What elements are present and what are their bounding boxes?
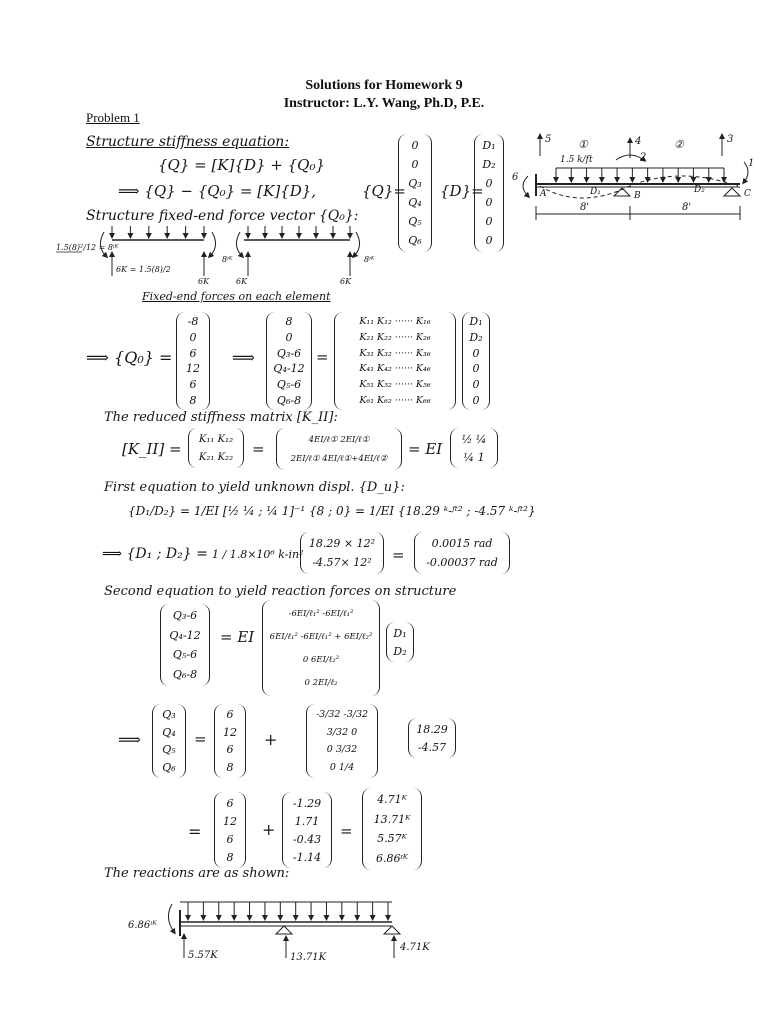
- react-q-entry: Q₅: [162, 743, 176, 757]
- result-entry: 6.86ᶦᴷ: [376, 851, 408, 865]
- fe-label-4: 8ᶦᴷ: [364, 255, 375, 264]
- second-eq-heading: Second equation to yield reaction forces on structure: [104, 584, 457, 599]
- corr-entry: -0.43: [292, 832, 322, 846]
- fixed-end-each-heading: Fixed-end forces on each element: [142, 290, 331, 303]
- du-numeric-fraction: 1 / 1.8×10⁶ k-in²: [212, 548, 304, 561]
- kii-label: [K_II] =: [122, 440, 182, 458]
- k-row-entry: K₅₁ K₅₂ ······ K₅₆: [359, 378, 431, 390]
- react-d-entry: D₁: [393, 626, 407, 640]
- du-num-entry: -4.57× 12²: [312, 556, 372, 569]
- k-row-entry: K₆₁ K₆₂ ······ K₆₆: [359, 394, 431, 406]
- beam-load-label: 1.5 k/ft: [560, 155, 593, 165]
- stiffness-eq-heading: Structure stiffness equation:: [86, 134, 290, 150]
- d-entry: 0: [485, 177, 493, 190]
- du-expression: {D₁/D₂} = 1/EI [½ ¼ ; ¼ 1]⁻¹ {8 ; 0} = 1/EI {18.29 ᵏ-ᶠᵗ² ; -4.57 ᵏ-ᶠᵗ²}: [128, 504, 536, 518]
- corr-entry: 1.71: [294, 814, 320, 828]
- q0-entry: 12: [186, 362, 200, 376]
- fem2-entry: 8: [226, 850, 234, 864]
- fe-label-5: 6K: [198, 277, 210, 286]
- num-mat-row-entry: 3/32 0: [326, 726, 358, 738]
- react-mat-row-entry: -6EI/ℓ₁² -6EI/ℓ₁²: [288, 609, 354, 619]
- q-entry: Q₄: [408, 196, 422, 209]
- fe-label-2: 6K: [236, 277, 248, 286]
- disp-d1-label: D₁: [590, 187, 601, 197]
- fem2-entry: 6: [226, 796, 234, 810]
- fem-entry: 6: [226, 708, 234, 722]
- support-c-label: C: [744, 189, 751, 199]
- stiffness-eq-2: ⟹ {Q} − {Q₀} = [K]{D},: [118, 182, 317, 200]
- page-title: Solutions for Homework 9: [305, 78, 463, 93]
- q-minus-q0-entry: 0: [285, 330, 293, 344]
- kii-generic-row-entry: K₂₁ K₂₂: [198, 451, 234, 463]
- arrow-2: ⟹: [118, 730, 141, 749]
- fem-entry: 12: [223, 725, 237, 739]
- dof-1-label: 1: [748, 158, 755, 169]
- du-res-entry: 0.0015 rad: [431, 537, 493, 550]
- react-ei: = EI: [220, 628, 255, 646]
- kii-ei: = EI: [408, 440, 443, 458]
- equals-4: =: [194, 730, 207, 748]
- fe-label-3: 6K: [340, 277, 352, 286]
- d-col-entry: D₁: [469, 315, 483, 329]
- fem-entry: 6: [226, 743, 234, 757]
- react-q-entry: Q₆: [162, 760, 176, 774]
- q-minus-q0-entry: 8: [285, 315, 293, 329]
- q-minus-q0-entry: Q₃-6: [276, 346, 302, 360]
- result-entry: 4.71ᴷ: [377, 793, 407, 807]
- instructor-line: Instructor: L.Y. Wang, Ph.D, P.E.: [283, 96, 485, 111]
- kii-sym-row-entry: 2EI/ℓ① 4EI/ℓ①+4EI/ℓ②: [290, 454, 388, 464]
- fe-label-1: 8ᶦᴷ: [222, 255, 233, 264]
- q-entry: 0: [411, 139, 419, 152]
- react-q-entry: Q₄: [162, 725, 176, 739]
- q-minus-q0-entry: Q₄-12: [273, 362, 305, 376]
- num-mat-row-entry: 0 1/4: [329, 761, 355, 773]
- dof-2-label: 2: [640, 152, 647, 163]
- q-entry: Q₅: [408, 215, 422, 228]
- du-num-entry: 18.29 × 12²: [308, 537, 376, 550]
- result-entry: 5.57ᴷ: [377, 832, 407, 846]
- k-row-entry: K₃₁ K₃₂ ······ K₃₆: [359, 347, 431, 359]
- q-entry: Q₃: [408, 177, 422, 190]
- k-row-entry: K₄₁ K₄₂ ······ K₄₆: [359, 363, 431, 375]
- plus-2: +: [262, 820, 276, 839]
- k-row-entry: K₂₁ K₂₂ ······ K₂₆: [359, 331, 431, 343]
- stiffness-eq: {Q} = [K]{D} + {Q₀}: [158, 156, 326, 174]
- num-disp-entry: -4.57: [417, 740, 447, 754]
- equals-2: =: [252, 440, 265, 458]
- react-mat-row-entry: 0 2EI/ℓ₂: [304, 678, 338, 688]
- d-col-entry: 0: [472, 377, 480, 391]
- d-col-entry: 0: [472, 346, 480, 360]
- disp-d2-label: D₂: [694, 185, 705, 195]
- element-1-label: ①: [578, 138, 588, 151]
- d-col-entry: D₂: [469, 330, 483, 344]
- d-entry: 0: [485, 196, 493, 209]
- react-lhs-entry: Q₅-6: [172, 648, 198, 662]
- equals-5: =: [188, 822, 202, 841]
- reaction-r1-label: 5.57K: [188, 950, 218, 961]
- fe-shear-calc: 6K = 1.5(8)/2: [116, 265, 171, 274]
- equals-6: =: [340, 822, 353, 840]
- fem-entry: 8: [226, 760, 234, 774]
- equals-3: =: [392, 546, 405, 564]
- fem2-entry: 6: [226, 832, 234, 846]
- dof-6-label: 6: [512, 172, 519, 183]
- equals-1: =: [316, 348, 329, 366]
- react-d-entry: D₂: [393, 644, 407, 658]
- d-col-entry: 0: [472, 393, 480, 407]
- du-res-entry: -0.00037 rad: [426, 556, 498, 569]
- dof-5-label: 5: [545, 134, 552, 145]
- q-entry: 0: [411, 158, 419, 171]
- q-minus-q0-entry: Q₅-6: [276, 377, 302, 391]
- d-entry: 0: [485, 234, 493, 247]
- arrow-1: ⟹: [232, 348, 255, 367]
- react-lhs-entry: Q₃-6: [172, 609, 198, 623]
- num-mat-row-entry: 0 3/32: [326, 744, 358, 756]
- q0-entry: 6: [189, 346, 197, 360]
- num-disp-entry: 18.29: [416, 722, 448, 736]
- support-b-label: B: [634, 191, 641, 201]
- kii-final-row-entry: ¼ 1: [463, 450, 485, 464]
- span-1-label: 8': [580, 202, 590, 213]
- fixed-end-heading: Structure fixed-end force vector {Q₀}:: [86, 208, 359, 224]
- span-2-label: 8': [682, 202, 692, 213]
- d-col-entry: 0: [472, 362, 480, 376]
- beam-sketch: [512, 134, 754, 220]
- react-q-entry: Q₃: [162, 708, 176, 722]
- first-eq-heading: First equation to yield unknown displ. {D_u}:: [104, 480, 405, 495]
- reduced-heading: The reduced stiffness matrix [K_II]:: [104, 410, 338, 425]
- q-vector-label: {Q}=: [362, 182, 406, 200]
- reactions-heading: The reactions are as shown:: [104, 866, 290, 881]
- d-entry: 0: [485, 215, 493, 228]
- dof-3-label: 3: [727, 134, 734, 145]
- support-a-label: A: [540, 189, 547, 199]
- plus-1: +: [264, 730, 278, 749]
- q0-label: ⟹ {Q₀} =: [86, 348, 173, 367]
- d-entry: D₂: [482, 158, 496, 171]
- d-vector-label: {D}=: [440, 182, 484, 200]
- react-lhs-entry: Q₄-12: [169, 628, 201, 642]
- d-entry: D₁: [482, 139, 496, 152]
- k-row-entry: K₁₁ K₁₂ ······ K₁₆: [359, 316, 431, 328]
- reaction-r3-label: 4.71K: [400, 942, 430, 953]
- react-mat-row-entry: 0 6EI/ℓ₂²: [302, 655, 340, 665]
- react-mat-row-entry: 6EI/ℓ₁² -6EI/ℓ₁² + 6EI/ℓ₂²: [269, 632, 373, 642]
- react-lhs-entry: Q₆-8: [172, 667, 198, 681]
- q-minus-q0-entry: Q₆-8: [276, 393, 302, 407]
- q0-entry: -8: [187, 315, 199, 329]
- q-entry: Q₆: [408, 234, 422, 247]
- q0-entry: 0: [189, 330, 197, 344]
- element-2-label: ②: [674, 138, 684, 151]
- problem-label: Problem 1: [86, 110, 140, 125]
- fem2-entry: 12: [223, 814, 237, 828]
- reaction-moment-label: 6.86ᶦᴷ: [128, 920, 157, 931]
- kii-generic-row-entry: K₁₁ K₁₂: [198, 433, 234, 445]
- kii-sym-row-entry: 4EI/ℓ① 2EI/ℓ①: [308, 435, 370, 445]
- result-entry: 13.71ᴷ: [373, 812, 411, 826]
- fe-moment-calc: 1.5(8)²/12 = 8ᶦᴷ: [56, 243, 119, 252]
- q0-entry: 8: [189, 393, 197, 407]
- q0-entry: 6: [189, 377, 197, 391]
- corr-entry: -1.29: [292, 796, 322, 810]
- corr-entry: -1.14: [292, 850, 322, 864]
- dof-4-label: 4: [635, 136, 642, 147]
- reaction-r2-label: 13.71K: [290, 952, 327, 963]
- kii-final-row-entry: ½ ¼: [461, 432, 487, 446]
- du-numeric-lhs: ⟹ {D₁ ; D₂} =: [102, 546, 208, 562]
- num-mat-row-entry: -3/32 -3/32: [315, 709, 369, 721]
